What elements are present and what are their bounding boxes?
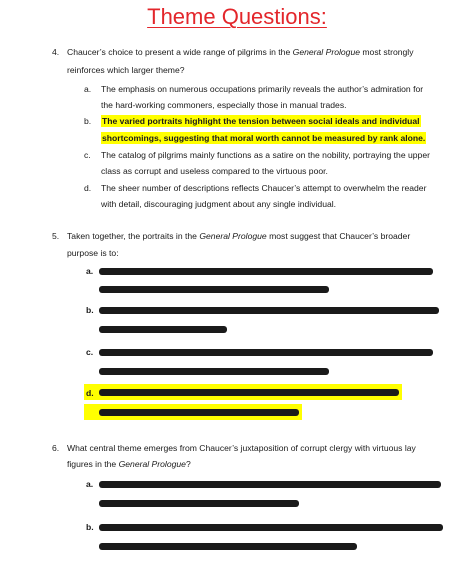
option-letter: d. (84, 183, 92, 193)
q6-option-a-redaction (99, 481, 441, 488)
page-title: Theme Questions: (147, 4, 327, 29)
question-number: 6. (52, 443, 60, 453)
document-page: Theme Questions: 4. Chaucer’s choice to present a wide range of pilgrims in the General Prologue most strongly reinforces which larger theme? a. The emphasis on numerous occupations primarily reveals the author’s admiration for the hard-working commoners, especially those in manual trades. b. The varied portraits highlight the tension between social ideals and individual shortcomings, suggesting that moral worth cannot be measured by rank alone. c. The catalog of pilgrims mainly functions as a satire on the nobility, portraying the upper class as corrupt and useless compared to the virtuous poor. d. The sheer number of descriptions reflects Chaucer’s attempt to overwhelm the reader with detail, discouraging judgment about any single individual. 5. Taken together, the portraits in the General Prologue most suggest that Chaucer’s broader purpose is to: a. b. c. d. 6. What central theme emerges from Chaucer’s juxtaposition of corrupt clergy with virtuous lay figures in the General Prologue? a. b. (0, 0, 474, 582)
option-letter: b. (84, 116, 92, 126)
q5-option-c-redaction (99, 349, 433, 356)
option-text: The catalog of pilgrims mainly functions as a satire on the nobility, portraying the upper (101, 150, 430, 160)
question-stem: What central theme emerges from Chaucer’s juxtaposition of corrupt clergy with virtuous lay (67, 443, 416, 453)
q5-option-c-letter: c. (86, 347, 94, 357)
question-stem: Chaucer’s choice to present a wide range of pilgrims in the General Prologue most strongly (67, 47, 414, 57)
question-number: 5. (52, 231, 60, 241)
q5-option-b-redaction-line2 (99, 326, 227, 333)
q5-option-d-redaction (99, 389, 399, 396)
q5-option-b-redaction (99, 307, 439, 314)
question-number: 4. (52, 47, 60, 57)
question-stem: Taken together, the portraits in the General Prologue most suggest that Chaucer’s broader (67, 231, 411, 241)
option-letter: c. (84, 150, 91, 160)
q5-option-a-redaction (99, 268, 433, 275)
highlighted-answer-text: The varied portraits highlight the tension between social ideals and individual (102, 116, 420, 126)
q6-option-b-redaction-line2 (99, 543, 357, 550)
q6-option-b-redaction (99, 524, 443, 531)
q5-option-a-letter: a. (86, 266, 94, 276)
q5-option-d-letter: d. (86, 388, 94, 398)
option-letter: a. (84, 84, 92, 94)
q6-option-a-redaction-line2 (99, 500, 299, 507)
option-text: The sheer number of descriptions reflects Chaucer’s attempt to overwhelm the reader (101, 183, 427, 193)
q5-option-a-redaction-line2 (99, 286, 329, 293)
q5-option-c-redaction-line2 (99, 368, 329, 375)
q5-option-d-redaction-line2 (99, 409, 299, 416)
q6-option-a-letter: a. (86, 479, 94, 489)
q6-option-b-letter: b. (86, 522, 94, 532)
q5-option-b-letter: b. (86, 305, 94, 315)
option-text: The emphasis on numerous occupations primarily reveals the author’s admiration for (101, 84, 424, 94)
